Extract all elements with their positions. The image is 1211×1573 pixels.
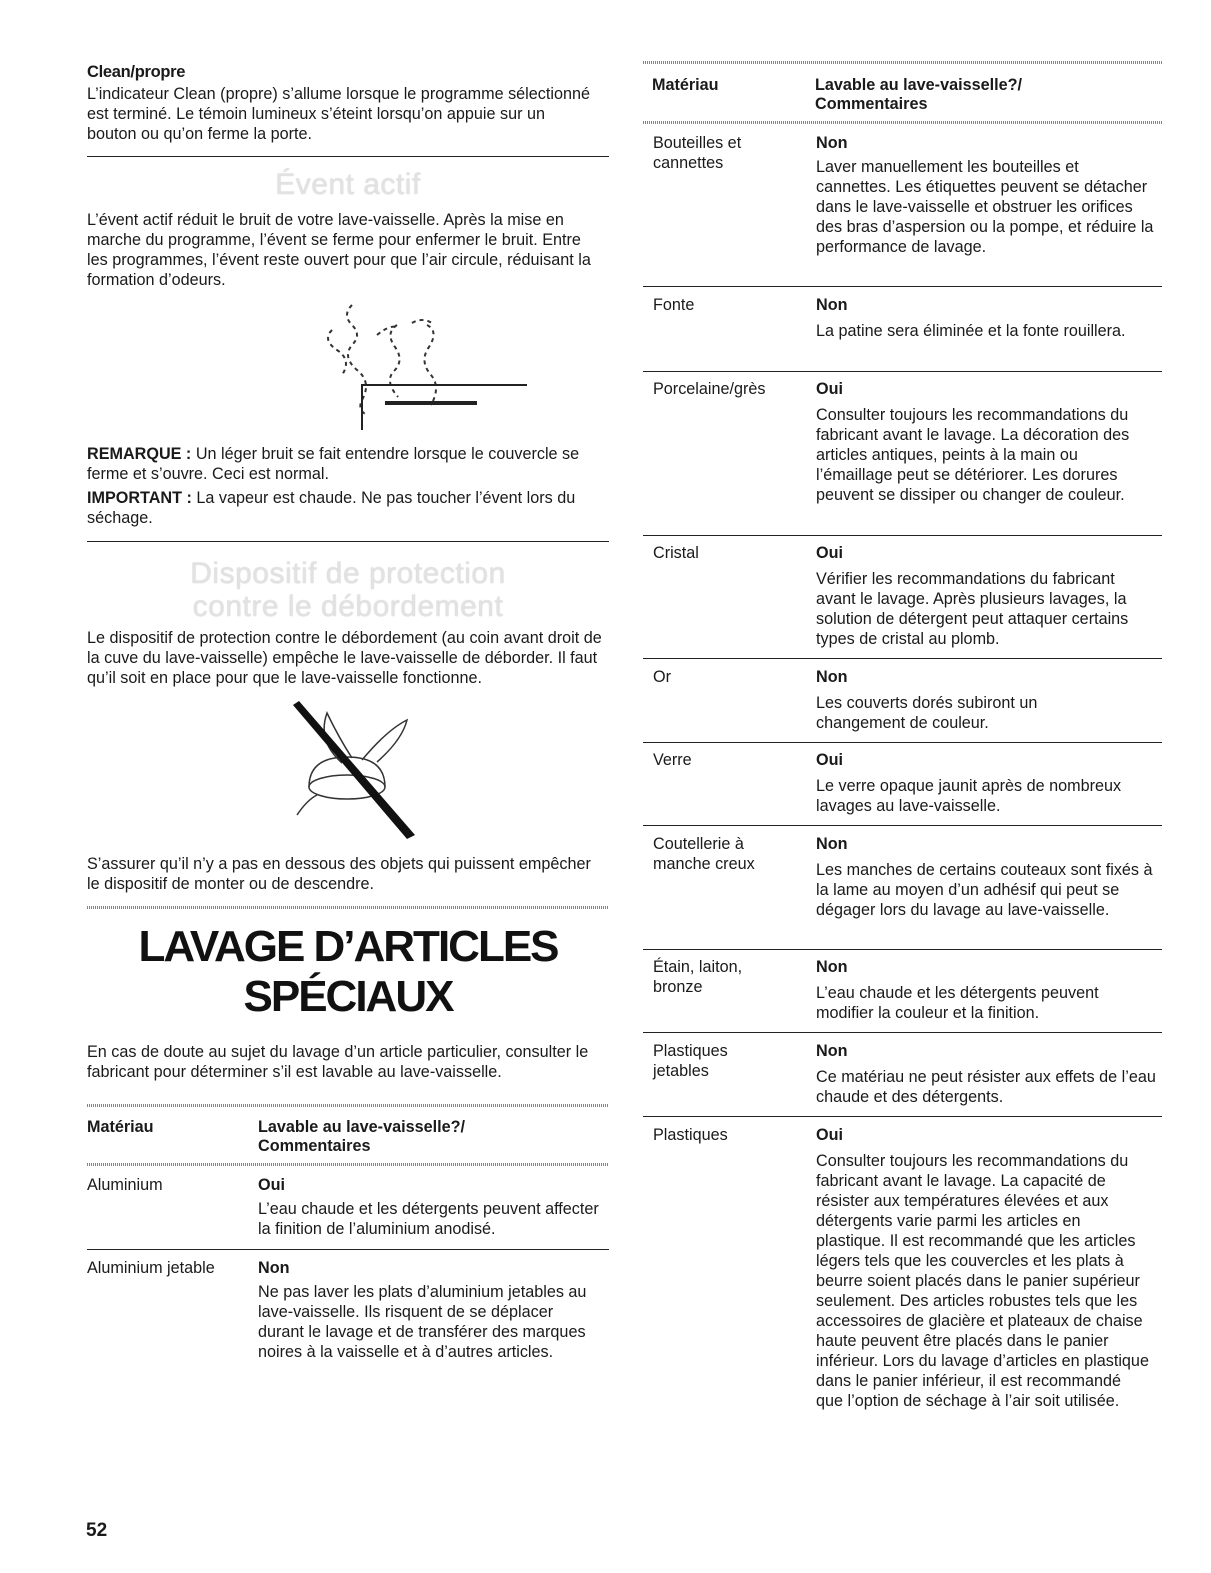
row-comment: Les manches de certains couteaux sont fixés à la lame au moyen d’un adhésif qui peut se dégager lors du lavage au lave-vaisselle. <box>816 861 1153 919</box>
header-answer <box>258 1118 588 1156</box>
row-material: Fonte <box>653 296 695 314</box>
header-answer-line2: Commentaires <box>258 1137 371 1155</box>
row-material: Cristal <box>653 544 699 562</box>
header-answer-line2: Commentaires <box>815 95 928 113</box>
row-answer: Oui <box>816 380 843 398</box>
row-material: Verre <box>653 751 692 769</box>
row-comment: Vérifier les recommandations du fabricant avant le lavage. Après plusieurs lavages, la solution de détergent peut attaquer certains types de cristal au plomb. <box>816 570 1129 648</box>
overflow-body: Le dispositif de protection contre le débordement (au coin avant droit de la cuve du lave-vaisselle) empêche le lave-vaisselle de déborder. Il faut qu’il soit en place pour que le lave-vaisselle fonctionne. <box>87 629 602 687</box>
row-comment: Consulter toujours les recommandations du fabricant avant le lavage. La capacité de résister aux températures élevées et aux détergents varie parmi les articles en plastique. Il est recommandé que les articles légers tels que les couvercles et les plats à beurre soient placés dans le panier supérieur seulement. Des articles robustes tels que les accessoires de glacière et plateaux de chaise haute peuvent être placés dans le panier inférieur. Lors du lavage d’articles en plastique dans le panier inférieur, il est recommandé que l’option de séchage à l’air soit utilisée. <box>816 1152 1149 1410</box>
row-material: Étain, laiton, bronze <box>653 958 743 996</box>
table-top-rule <box>87 1104 609 1107</box>
overflow-title-line1: Dispositif de protection <box>190 557 506 590</box>
important-label: IMPORTANT : <box>87 489 192 507</box>
clean-heading: Clean/propre <box>87 63 186 81</box>
clean-body: L’indicateur Clean (propre) s’allume lorsque le programme sélectionné est terminé. Le témoin lumineux s’éteint lorsqu’on appuie sur un bouton ou qu’on ferme la porte. <box>87 85 590 143</box>
row-answer: Non <box>816 668 848 686</box>
float-device-illustration <box>287 705 427 845</box>
row-divider <box>643 1116 1162 1117</box>
row-divider <box>643 371 1162 372</box>
note-text: Un léger bruit se fait entendre lorsque le couvercle se ferme et s’ouvre. Ceci est normal. <box>87 445 580 483</box>
row-comment: L’eau chaude et les détergents peuvent affecter la finition de l’aluminium anodisé. <box>258 1200 599 1238</box>
row-answer: Non <box>816 134 848 152</box>
header-answer <box>815 76 1145 114</box>
header-answer-line1: Lavable au lave-vaisselle?/ <box>258 1118 465 1136</box>
special-intro: En cas de doute au sujet du lavage d’un article particulier, consulter le fabricant pour déterminer s’il est lavable au lave-vaisselle. <box>87 1043 589 1081</box>
vent-section-title: Évent actif <box>275 168 421 201</box>
vent-body: L’évent actif réduit le bruit de votre lave-vaisselle. Après la mise en marche du programme, l’évent se ferme pour enfermer le bruit. Entre les programmes, l’évent reste ouvert pour que l’air circule, réduisant la formation d’odeurs. <box>87 211 591 289</box>
row-material: Porcelaine/grès <box>653 380 766 398</box>
vent-steam-illustration <box>267 295 527 430</box>
row-material: Coutellerie à manche creux <box>653 835 755 873</box>
special-title-line1: LAVAGE D’ARTICLES <box>138 922 558 971</box>
section-divider <box>87 156 609 157</box>
header-material: Matériau <box>87 1118 154 1136</box>
row-comment: Consulter toujours les recommandations du fabricant avant le lavage. La décoration des articles antiques, peints à la main ou l’émaillage peut se détériorer. Les dorures peuvent se dissiper ou changer de couleur. <box>816 406 1130 504</box>
note-label: REMARQUE : <box>87 445 192 463</box>
table-header-rule <box>643 121 1162 124</box>
row-comment: La patine sera éliminée et la fonte rouillera. <box>816 322 1126 340</box>
table-top-rule <box>643 61 1162 64</box>
row-answer: Non <box>816 958 848 976</box>
row-divider <box>643 658 1162 659</box>
row-answer: Oui <box>258 1176 285 1194</box>
row-divider <box>87 1249 609 1250</box>
row-comment: Laver manuellement les bouteilles et cannettes. Les étiquettes peuvent se détacher dans le lave-vaisselle et obstruer les orifices des bras d’aspersion ou la pompe, et réduire la performance de lavage. <box>816 158 1154 256</box>
row-answer: Oui <box>816 544 843 562</box>
row-comment: Ce matériau ne peut résister aux effets de l’eau chaude et des détergents. <box>816 1068 1156 1106</box>
overflow-caption: S’assurer qu’il n’y a pas en dessous des objets qui puissent empêcher le dispositif de monter ou de descendre. <box>87 855 591 893</box>
header-answer-line1: Lavable au lave-vaisselle?/ <box>815 76 1022 94</box>
row-comment: Les couverts dorés subiront un changement de couleur. <box>816 694 1038 732</box>
row-divider <box>643 949 1162 950</box>
row-comment: Le verre opaque jaunit après de nombreux lavages au lave-vaisselle. <box>816 777 1122 815</box>
header-material: Matériau <box>652 76 719 94</box>
row-answer: Non <box>816 835 848 853</box>
row-divider <box>643 286 1162 287</box>
row-material: Or <box>653 668 671 686</box>
vent-note <box>87 444 602 484</box>
important-text: La vapeur est chaude. Ne pas toucher l’évent lors du séchage. <box>87 489 576 527</box>
row-material: Bouteilles et cannettes <box>653 134 742 172</box>
row-answer: Oui <box>816 751 843 769</box>
row-material: Aluminium jetable <box>87 1259 215 1277</box>
row-answer: Non <box>816 296 848 314</box>
special-title-line2: SPÉCIAUX <box>243 972 453 1021</box>
row-divider <box>643 1032 1162 1033</box>
row-answer: Non <box>258 1259 290 1277</box>
row-comment: L’eau chaude et les détergents peuvent modifier la couleur et la finition. <box>816 984 1099 1022</box>
row-divider <box>643 742 1162 743</box>
row-material: Plastiques jetables <box>653 1042 728 1080</box>
vent-important <box>87 488 602 528</box>
row-material: Aluminium <box>87 1176 163 1194</box>
row-answer: Oui <box>816 1126 843 1144</box>
section-divider <box>87 906 609 909</box>
row-comment: Ne pas laver les plats d’aluminium jetables au lave-vaisselle. Ils risquent de se déplacer durant le lavage et de transférer des marques noires à la vaisselle et à d’autres articles. <box>258 1283 587 1361</box>
table-header-rule <box>87 1163 609 1166</box>
row-divider <box>643 825 1162 826</box>
row-divider <box>643 535 1162 536</box>
row-material: Plastiques <box>653 1126 728 1144</box>
section-divider <box>87 541 609 542</box>
page-number: 52 <box>86 1520 108 1541</box>
overflow-title-line2: contre le débordement <box>192 590 504 623</box>
row-answer: Non <box>816 1042 848 1060</box>
